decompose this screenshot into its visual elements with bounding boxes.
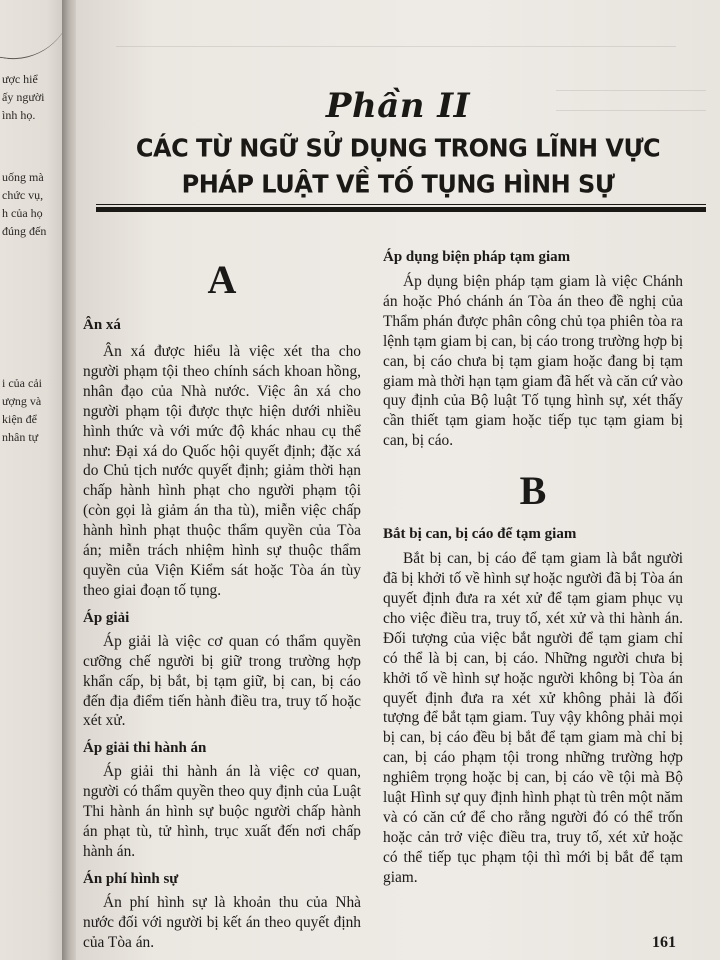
entry-definition: Bắt bị can, bị cáo để tạm giam là bắt người đã bị khởi tố về hình sự hoặc người đã bị Tòa án quyết định đưa ra xét xử để tạm giam phục vụ cho việc điều tra, truy tố, xét xử và thi hành án. Đối tượng của việc bắt người để tạm giam chỉ có thể là bị can, bị cáo. Những người chưa bị khởi tố về hình sự hoặc người không bị Tòa án quyết định đưa ra xét xử không phải là đối tượng để bắt tạm giam. Tuy vậy không phải mọi bị can, bị cáo đều bị bắt để tạm giam mà chỉ bị can, bị cáo phạm tội trong những trường hợp nghiêm trọng hoặc bị can, bị cáo về tội mà Bộ luật Hình sự quy định hình phạt tù trên một năm và có căn cứ để cho rằng người đó có thể trốn hoặc cản trở việc điều tra, truy tố, xét xử hoặc có thể tiếp tục phạm tội thì mới bị bắt để tạm giam.	[383, 550, 683, 886]
entry-definition: Án phí hình sự là khoản thu của Nhà nước đối với người bị kết án theo quyết định của Tòa án.	[83, 893, 361, 951]
section-title-line-1: CÁC TỪ NGỮ SỬ DỤNG TRONG LĨNH VỰC	[135, 133, 661, 163]
previous-page-curve-line	[0, 0, 66, 67]
letter-heading-a: A	[207, 257, 237, 302]
left-column	[83, 250, 361, 953]
left-page-fragment: đúng đến	[2, 224, 47, 238]
letter-heading-b: B	[519, 468, 547, 514]
title-rule-thick	[96, 207, 706, 212]
entry-term: Ân xá	[83, 317, 121, 333]
entry-definition: Áp dụng biện pháp tạm giam là việc Chánh án hoặc Phó chánh án Tòa án theo đề nghị của Thẩm phán được phân công chủ tọa phiên tòa ra lệnh tạm giam bị can, bị cáo trong trường hợp bị can, bị cáo chưa bị tạm giam hoặc đang bị tạm giam mà thời hạn tạm giam đã hết và căn cứ vào quy định của Bộ luật Tố tụng hình sự, xét thấy cần thiết tạm giam hoặc tiếp tục tạm giam bị can, bị cáo.	[383, 273, 683, 450]
entry-definition: Áp giải là việc cơ quan có thẩm quyền cưỡng chế người bị giữ trong trường hợp khẩn cấp, bị bắt, bị tạm giữ, bị can, bị cáo đến địa điểm tiến hành điều tra, truy tố hoặc xét xử.	[83, 632, 361, 730]
part-heading: Phần II	[325, 86, 471, 126]
left-page-fragment: chức vụ,	[2, 188, 44, 202]
entry-definition: Ân xá được hiểu là việc xét tha cho người phạm tội theo chính sách khoan hồng, nhân đạo của Nhà nước. Việc ân xá cho người phạm tội được thực hiện dưới nhiều hình thức và với mức độ khác nhau cụ thể như: Đại xá do Quốc hội quyết định; đặc xá do Chủ tịch nước quyết định; giảm thời hạn chấp hành hình phạt cho người phạm tội (còn gọi là giảm án tha tù), miễn việc chấp hành hình phạt thuộc thẩm quyền của Tòa án; miễn trách nhiệm hình sự thuộc thẩm quyền của Viện Kiểm sát hoặc Tòa án tùy theo giai đoạn tố tụng.	[83, 343, 361, 599]
previous-page-edge	[0, 0, 66, 960]
section-title-line-2: PHÁP LUẬT VỀ TỐ TỤNG HÌNH SỰ	[181, 169, 615, 199]
book-page	[76, 0, 720, 960]
left-page-fragment: nhân tự	[2, 430, 39, 444]
left-page-fragment: i của cải	[2, 376, 42, 390]
page-number: 161	[652, 934, 676, 951]
entry-term: Áp giải thi hành án	[83, 740, 207, 757]
entry-term: Áp dụng biện pháp tạm giam	[383, 249, 571, 265]
left-page-fragment: kiện để	[2, 412, 37, 426]
show-through-line	[116, 46, 676, 47]
entry-term: Bắt bị can, bị cáo để tạm giam	[383, 526, 577, 543]
entry-term: Án phí hình sự	[83, 870, 179, 887]
left-page-fragment: ược hiể	[2, 72, 38, 86]
left-page-fragment: ình họ.	[2, 108, 36, 122]
left-page-fragment: ượng và	[2, 394, 42, 408]
left-page-fragment: h của họ	[2, 206, 43, 220]
entry-definition: Áp giải thi hành án là việc cơ quan, người có thẩm quyền theo quy định của Luật Thi hành án hình sự buộc người chấp hành án phạt tù, tử hình, trục xuất đến nơi chấp hành án.	[83, 763, 361, 860]
entry-term: Áp giải	[83, 609, 130, 626]
left-page-fragment: uống mà	[2, 170, 44, 184]
left-page-fragment: ấy người	[2, 90, 45, 104]
right-column	[383, 246, 683, 888]
title-rule-thin	[96, 204, 706, 205]
